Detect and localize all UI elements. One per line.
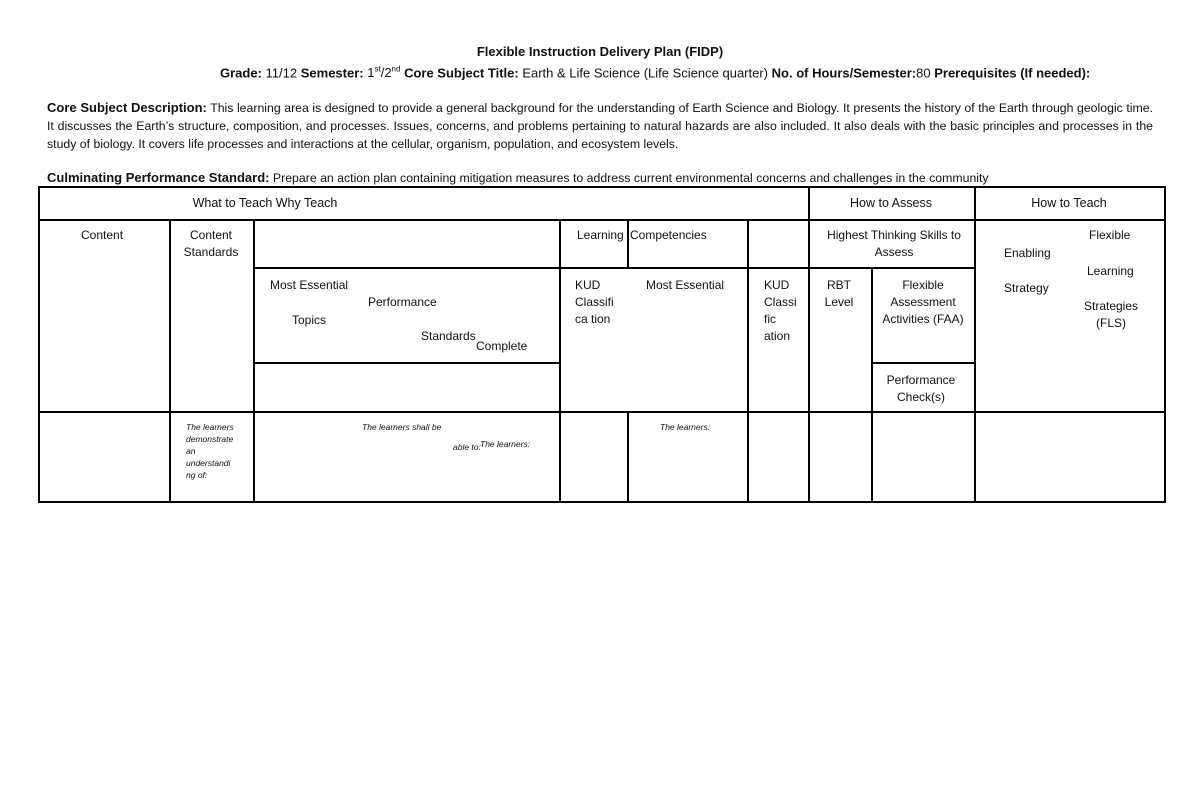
table-line [253, 219, 255, 503]
hours-label: No. of Hours/Semester: [771, 65, 917, 81]
description-text: This learning area is designed to provide a general background for the understanding of Earth Science and Biology. It presents the history of the Earth through geologic time. It discusses the Earth’s structure, composition, and processes. Issues, concerns, and problems pertaining to natural hazards are also included. It also deals with the basic principles and processes in the study of biology. It covers life processes and interactions at the cellular, organism, population, and ecosystem levels. [47, 101, 1153, 151]
subject-value: Earth & Life Science (Life Science quarter) [522, 65, 769, 81]
most-essential-label-2: Most Essential [646, 278, 725, 292]
rbt-level-label: RBT Level [824, 278, 854, 309]
description-label: Core Subject Description: [47, 100, 207, 115]
header-what-why-teach: What to Teach Why Teach [192, 196, 338, 210]
table-line [871, 267, 873, 503]
table-line [974, 186, 976, 503]
table-line [38, 186, 40, 503]
table-line [38, 186, 1166, 188]
learning-label: Learning [577, 228, 624, 242]
complete-label: Complete [476, 339, 528, 353]
learners-text-1: The learners: [480, 439, 531, 449]
cps-text: Prepare an action plan containing mitigation measures to address current environmental concerns and challenges in the community [272, 171, 989, 185]
table-line [253, 267, 974, 269]
table-line [747, 219, 749, 503]
table-line [559, 219, 561, 503]
able-to-text: able to: [453, 442, 481, 452]
faa-label: Flexible Assessment Activities (FAA) [882, 278, 964, 326]
subject-label: Core Subject Title: [404, 65, 519, 81]
document-title: Flexible Instruction Delivery Plan (FIDP) [476, 44, 724, 59]
header-how-to-assess: How to Assess [850, 196, 932, 210]
table-line [627, 219, 629, 267]
content-standards-header: Content Standards [183, 228, 239, 259]
semester-label: Semester: [300, 65, 364, 81]
hours-value: 80 [916, 65, 931, 81]
enabling-label: Enabling [1004, 246, 1051, 260]
content-header: Content [81, 228, 124, 242]
table-line [169, 219, 171, 503]
kud-classification-1: KUD Classifi ca tion [575, 278, 614, 326]
table-line [38, 219, 1166, 221]
most-essential-label: Most Essential [270, 278, 349, 292]
table-line [253, 362, 559, 364]
learners-shall-text: The learners shall be [362, 422, 442, 432]
strategy-label: Strategy [1004, 281, 1049, 295]
culminating-performance-standard [47, 170, 989, 185]
flexible-label: Flexible [1089, 228, 1131, 242]
info-line [220, 65, 1090, 80]
table-line [38, 411, 1166, 413]
grade-value: 11/12 [265, 65, 298, 81]
learners-text-2: The learners: [660, 422, 711, 432]
highest-thinking-skills-header: Highest Thinking Skills to Assess [827, 228, 961, 259]
learners-demonstrate-text: The learners demonstrate an understandi ng of: [186, 422, 234, 480]
table-line [1164, 186, 1166, 503]
header-how-to-teach: How to Teach [1031, 196, 1107, 210]
standards-label: Standards [421, 329, 476, 343]
semester-value: 1st/2nd [367, 65, 401, 81]
strategies-fls-label: Strategies (FLS) [1083, 299, 1139, 330]
performance-checks-label: Performance Check(s) [886, 373, 956, 404]
table-line [38, 501, 1166, 503]
prereq-label: Prerequisites (If needed): [934, 65, 1091, 81]
grade-label: Grade: [220, 65, 262, 81]
competencies-label: Competencies [630, 228, 707, 242]
table-line [871, 362, 974, 364]
table-line [808, 186, 810, 503]
kud-classification-2: KUD Classi fic ation [764, 278, 797, 343]
core-subject-description [47, 99, 1153, 153]
cps-label: Culminating Performance Standard: [47, 170, 270, 185]
performance-label: Performance [368, 295, 437, 309]
table-line [627, 411, 629, 503]
learning-label-2: Learning [1087, 264, 1134, 278]
topics-label: Topics [292, 313, 327, 327]
